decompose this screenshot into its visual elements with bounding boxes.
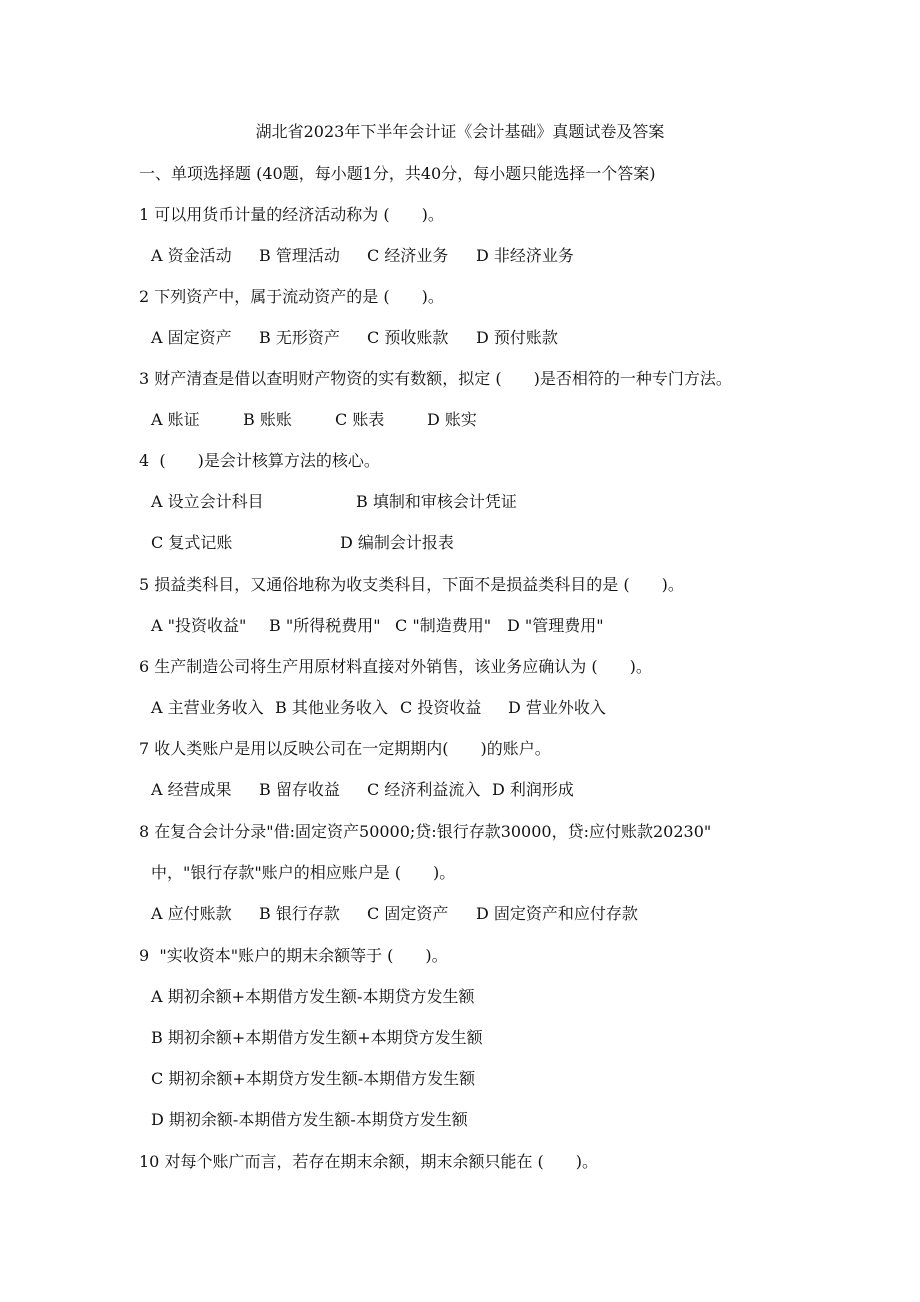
- q4-option-a: A 设立会计科目: [151, 492, 264, 511]
- q7-option-d: D 利润形成: [492, 780, 574, 799]
- q6-option-b: B 其他业务收入: [275, 698, 388, 717]
- question-1: 1 可以用货币计量的经济活动称为 ( )。: [139, 205, 444, 224]
- q8-option-a: A 应付账款: [151, 904, 232, 923]
- q9-option-c: C 期初余额+本期贷方发生额-本期借方发生额: [151, 1069, 476, 1088]
- question-7: 7 收人类账户是用以反映公司在一定期期内( )的账户。: [139, 739, 551, 758]
- question-4: 4 ( )是会计核算方法的核心。: [139, 451, 380, 470]
- q2-option-b: B 无形资产: [259, 328, 340, 347]
- question-2: 2 下列资产中，属于流动资产的是 ( )。: [139, 287, 444, 306]
- q2-option-a: A 固定资产: [151, 328, 232, 347]
- document-title: 湖北省2023年下半年会计证《会计基础》真题试卷及答案: [255, 122, 665, 141]
- q3-option-d: D 账实: [427, 410, 477, 429]
- q5-option-a: A "投资收益": [151, 616, 247, 635]
- q5-option-c: C "制造费用": [395, 616, 492, 635]
- q3-option-c: C 账表: [335, 410, 385, 429]
- q1-option-a: A 资金活动: [151, 246, 232, 265]
- question-8: 8 在复合会计分录"借:固定资产50000;贷:银行存款30000，贷:应付账款20230": [139, 822, 712, 841]
- question-10: 10 对每个账广而言，若存在期末余额，期末余额只能在 ( )。: [139, 1152, 599, 1171]
- q9-option-a: A 期初余额+本期借方发生额-本期贷方发生额: [151, 987, 475, 1006]
- q7-option-c: C 经济利益流入: [367, 780, 481, 799]
- question-5: 5 损益类科目，又通俗地称为收支类科目，下面不是损益类科目的是 ( )。: [139, 575, 684, 594]
- q3-option-a: A 账证: [151, 410, 200, 429]
- q6-option-c: C 投资收益: [400, 698, 482, 717]
- q8-option-d: D 固定资产和应付存款: [476, 904, 638, 923]
- q4-option-c: C 复式记账: [151, 533, 233, 552]
- question-3: 3 财产清查是借以查明财产物资的实有数额，拟定 ( )是否相符的一种专门方法。: [139, 369, 732, 388]
- q5-option-b: B "所得税费用": [269, 616, 381, 635]
- q1-option-d: D 非经济业务: [476, 246, 574, 265]
- q5-option-d: D "管理费用": [507, 616, 604, 635]
- question-9: 9 "实收资本"账户的期末余额等于 ( )。: [139, 946, 448, 965]
- q3-option-b: B 账账: [243, 410, 292, 429]
- q9-option-b: B 期初余额+本期借方发生额+本期贷方发生额: [151, 1028, 483, 1047]
- q4-option-b: B 填制和审核会计凭证: [356, 492, 517, 511]
- q4-option-d: D 编制会计报表: [340, 533, 454, 552]
- section-heading: 一、单项选择题 (40题，每小题1分，共40分，每小题只能选择一个答案): [139, 164, 656, 183]
- q2-option-c: C 预收账款: [367, 328, 449, 347]
- q8-option-b: B 银行存款: [259, 904, 340, 923]
- q1-option-b: B 管理活动: [259, 246, 340, 265]
- q1-option-c: C 经济业务: [367, 246, 449, 265]
- q6-option-a: A 主营业务收入: [151, 698, 264, 717]
- q6-option-d: D 营业外收入: [508, 698, 606, 717]
- q2-option-d: D 预付账款: [476, 328, 558, 347]
- q7-option-b: B 留存收益: [259, 780, 340, 799]
- question-6: 6 生产制造公司将生产用原材料直接对外销售，该业务应确认为 ( )。: [139, 657, 652, 676]
- question-8-continued: 中，"银行存款"账户的相应账户是 ( )。: [151, 863, 456, 882]
- q8-option-c: C 固定资产: [367, 904, 449, 923]
- q9-option-d: D 期初余额-本期借方发生额-本期贷方发生额: [151, 1110, 468, 1129]
- q7-option-a: A 经营成果: [151, 780, 232, 799]
